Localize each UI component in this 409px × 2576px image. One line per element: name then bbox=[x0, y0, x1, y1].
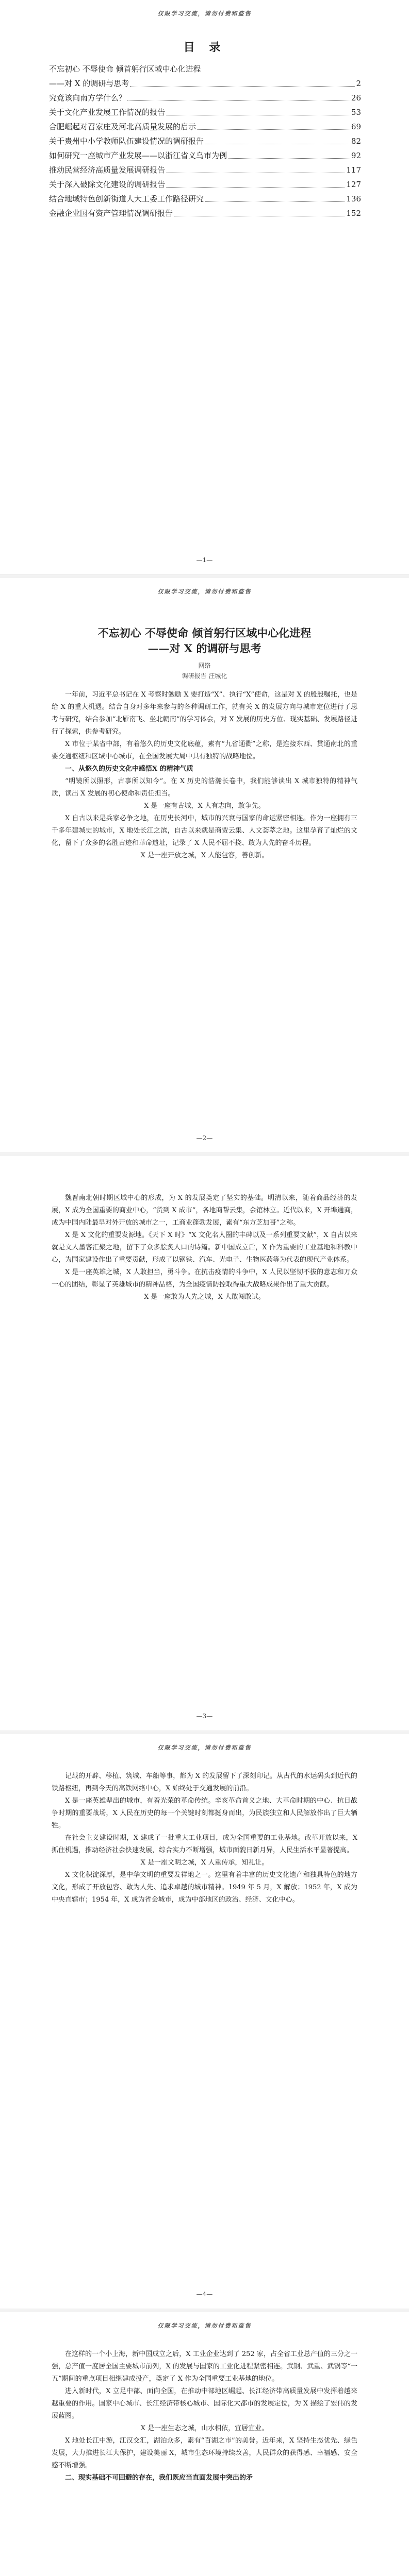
toc-leader-dots bbox=[166, 163, 345, 173]
article-title-line1: 不忘初心 不辱使命 倾首躬行区域中心化进程 bbox=[97, 626, 312, 639]
page-footer: —1— bbox=[196, 556, 213, 564]
toc-item-title: 究竟该向南方学什么？ bbox=[49, 93, 127, 103]
section-subheading: X 是一座开放之城，X 人能包容，善创新。 bbox=[140, 852, 269, 859]
paragraph: X 自古以来是兵家必争之地，在历史长河中，城市的兴衰与国家的命运紧密相连。作为一座拥有三千多年建城史的城市，X 地处长江之滨，自古以来就是商贾云集、人文荟萃之地。这里孕育了灿烂的文化，留下了众多的名胜古迹和革命遗址，记录了 X 人民不屈不挠、敢为人先的奋斗历程。 bbox=[52, 815, 357, 847]
toc-item-page: 152 bbox=[346, 209, 361, 218]
toc-item-title: 关于深入破除文化建设的调研报告 bbox=[49, 180, 166, 189]
page-header: 仅限学习交流，请勿付费和盗售 bbox=[157, 1744, 252, 1751]
paragraph: X 市位于某省中部，有着悠久的历史文化底蕴，素有“九省通衢”之称，是连接东西、贯通南北的重要交通枢纽和区域中心城市，在全国发展大局中具有独特的战略地位。 bbox=[52, 740, 357, 760]
section-heading: 二、现实基础不可回避的存在，我们既应当直面发展中突出的矛 bbox=[65, 2474, 253, 2482]
section-subheading: X 是一座文明之城，X 人重传承，知礼让。 bbox=[140, 1859, 269, 1867]
toc-title: 目 录 bbox=[183, 41, 226, 54]
toc-item-page: 127 bbox=[346, 180, 361, 189]
paragraph: X 文化积淀深厚，是中华文明的重要发祥地之一。这里有着丰富的历史文化遗产和独具特色的地方文化，形成了开放包容、敢为人先、追求卓越的城市精神。1949 年 5 月，X 解放；1952 年，X 成为中央直辖市；1954 年，X 成为省会城市，成为中部地区的政治、经济、文化中心。 bbox=[52, 1871, 357, 1904]
toc-item-title: 推动民营经济高质量发展调研报告 bbox=[49, 165, 166, 175]
toc-leader-dots bbox=[205, 134, 350, 144]
toc-item-page: 136 bbox=[346, 194, 361, 204]
article-page-2 bbox=[0, 1156, 409, 1731]
toc-item-page: 53 bbox=[351, 108, 361, 117]
article-body bbox=[52, 1770, 357, 1906]
paragraph: X 是一座英雄之城，X 人敢担当，勇斗争。在抗击疫情的斗争中，X 人民以坚韧不拔的意志和万众一心的团结，彰显了英雄城市的精神品格，为全国疫情防控取得重大战略成果作出了重大贡献。 bbox=[52, 1268, 357, 1289]
article-title-line2: ——对 X 的调研与思考 bbox=[148, 642, 261, 655]
toc-item-page: 2 bbox=[356, 79, 361, 88]
article-page-3 bbox=[0, 1734, 409, 2309]
toc-item[interactable] bbox=[49, 206, 361, 221]
toc-leader-dots bbox=[166, 177, 345, 188]
page-header: 仅限学习交流，请勿付费和盗售 bbox=[157, 588, 252, 595]
toc-leader-dots bbox=[205, 192, 345, 202]
toc-item-page: 92 bbox=[351, 151, 361, 160]
section-heading: 一、从悠久的历史文化中感悟X 的精神气质 bbox=[65, 765, 193, 773]
toc-item[interactable] bbox=[49, 148, 361, 163]
toc-item[interactable] bbox=[49, 134, 361, 148]
toc-item-title: 结合地域特色创新街道人大工委工作路径研究 bbox=[49, 194, 204, 204]
page-footer: —4— bbox=[196, 2291, 213, 2298]
article-body bbox=[52, 1192, 357, 1303]
article-source: 网络 bbox=[198, 662, 211, 669]
toc-leader-dots bbox=[228, 148, 350, 159]
toc-item[interactable] bbox=[49, 120, 361, 134]
toc-item-page: 117 bbox=[346, 165, 361, 175]
paragraph: 在社会主义建设时期，X 建成了一批重大工业项目，成为全国重要的工业基地。改革开放以来，X 抓住机遇，推动经济社会快速发展，综合实力不断增强，城市面貌日新月异，人民生活水平显著提高。 bbox=[52, 1834, 357, 1854]
toc-item-title: 金融企业国有资产管理情况调研报告 bbox=[49, 209, 173, 218]
article-title bbox=[0, 625, 409, 656]
page-footer: —3— bbox=[196, 1713, 213, 1720]
toc-item[interactable] bbox=[49, 105, 361, 120]
article-body bbox=[52, 2348, 357, 2484]
toc-item-title: 关于文化产业发展工作情况的报告 bbox=[49, 108, 166, 117]
toc-item-title: 合肥崛起对召家庄及河北高质量发展的启示 bbox=[49, 122, 197, 131]
toc-item-page: 82 bbox=[351, 137, 361, 146]
toc-item-page: 26 bbox=[351, 93, 361, 103]
toc-item[interactable] bbox=[49, 192, 361, 206]
toc-item-title: 不忘初心 不辱使命 倾首躬行区域中心化进程 bbox=[49, 64, 201, 74]
toc-leader-dots bbox=[174, 206, 345, 216]
article-page-4 bbox=[0, 2312, 409, 2576]
article-author: 调研报告 汪城化 bbox=[182, 672, 227, 680]
toc-leader-dots bbox=[197, 120, 350, 130]
toc-list bbox=[49, 62, 361, 221]
paragraph: 魏晋南北朝时期区域中心的形成，为 X 的发展奠定了坚实的基础。明清以来，随着商品经济的发展，X 成为全国重要的商业中心，“货到 X 成市”，各地商帮云集，会馆林立。近代以来，X 开埠通商，成为中国内陆最早对外开放的城市之一，工商业蓬勃发展，素有“东方芝加哥”之称。 bbox=[52, 1194, 357, 1227]
toc-item[interactable] bbox=[49, 62, 361, 76]
paragraph: X 地处长江中游，江汉交汇，湖泊众多，素有“百湖之市”的美誉。近年来，X 坚持生态优先、绿色发展，大力推进长江大保护，建设美丽 X，城市生态环境持续改善，人民群众的获得感、幸福感、安全感不断增强。 bbox=[52, 2437, 357, 2469]
toc-item[interactable] bbox=[49, 177, 361, 192]
paragraph: 进入新时代，X 立足中部、面向全国，在推动中部地区崛起、长江经济带高质量发展中发挥着越来越重要的作用。国家中心城市、长江经济带核心城市、国际化大都市的发展定位，为 X 描绘了宏伟的发展蓝图。 bbox=[52, 2387, 357, 2420]
toc-leader-dots bbox=[127, 91, 350, 101]
toc-item[interactable] bbox=[49, 91, 361, 105]
toc-item[interactable] bbox=[49, 163, 361, 177]
paragraph: 记载的开辟、移植、筑城、车船等事，都为 X 的发展留下了深刻印记。从古代的水运码头到近代的铁路枢纽，再到今天的高铁网络中心，X 始终处于交通发展的前沿。 bbox=[52, 1772, 357, 1792]
section-subheading: X 是一座有古城，X 人有志向，敢争先。 bbox=[144, 802, 265, 810]
article-body bbox=[52, 689, 357, 862]
toc-item[interactable] bbox=[49, 76, 361, 91]
page-header: 仅限学习交流，请勿付费和盗售 bbox=[157, 10, 252, 17]
paragraph: “明镜所以照形，古事所以知今”。在 X 历史的浩瀚长卷中，我们能够读出 X 城市独特的精神气质，读出 X 发展的初心使命和责任担当。 bbox=[52, 777, 357, 798]
section-subheading: X 是一座生态之城，山水相依，宜居宜业。 bbox=[140, 2425, 269, 2432]
paragraph: 一年前，习近平总书记在 X 考察时勉励 X 要打造“X”、执行“X”使命，这是对 X 的殷殷嘱托，也是给 X 的重大机遇。结合自身对多年来参与的各种调研工作，就有关 X 的发展方向与城市定位进行了思考与研究，结合参加“北雁南飞、坐北朝南”的学习体会，对 X 发展的历史方位、现实基础、发展路径进行了探索，供参考研究。 bbox=[52, 691, 357, 736]
toc-item-title: ——对 X 的调研与思考 bbox=[49, 79, 129, 88]
article-page-1 bbox=[0, 578, 409, 1153]
section-subheading: X 是一座敢为人先之城，X 人敢闯敢试。 bbox=[144, 1293, 265, 1301]
toc-item-page: 69 bbox=[351, 122, 361, 131]
page-header: 仅限学习交流，请勿付费和盗售 bbox=[157, 2323, 252, 2329]
paragraph: 在这样的一个小上海，新中国成立之后，X 工业企业达到了 252 家，占全省工业总产值的三分之一强，总产值一度居全国主要城市前列，X 的发展与国家的工业化进程紧密相连。武钢、武重、武锅等“一五”期间的重点项目相继建成投产，奠定了 X 作为全国重要工业基地的地位。 bbox=[52, 2350, 357, 2383]
toc-page bbox=[0, 0, 409, 574]
page-footer: —2— bbox=[196, 1134, 213, 1142]
paragraph: X 是 X 文化的重要发源地。《天下 X 时》“X 文化名人圈的丰碑以及一系列重要文献”，X 自古以来就是文人墨客汇聚之地，留下了众多脍炙人口的诗篇。新中国成立后，X 作为重要的工业基地和科教中心，为国家建设作出了重要贡献，形成了以钢铁、汽车、光电子、生物医药等为代表的现代产业体系。 bbox=[52, 1231, 357, 1264]
toc-item-title: 如何研究一座城市产业发展——以浙江省义乌市为例 bbox=[49, 151, 227, 160]
paragraph: X 是一座英雄辈出的城市，有着光荣的革命传统。辛亥革命首义之地、大革命时期的中心、抗日战争时期的重要战场，X 人民在历史的每一个关键时刻都挺身而出，为民族独立和人民解放作出了巨大牺牲。 bbox=[52, 1797, 357, 1829]
toc-leader-dots bbox=[166, 105, 350, 115]
toc-item-title: 关于贵州中小学教师队伍建设情况的调研报告 bbox=[49, 137, 204, 146]
article-meta bbox=[0, 660, 409, 681]
toc-leader-dots bbox=[130, 76, 355, 87]
